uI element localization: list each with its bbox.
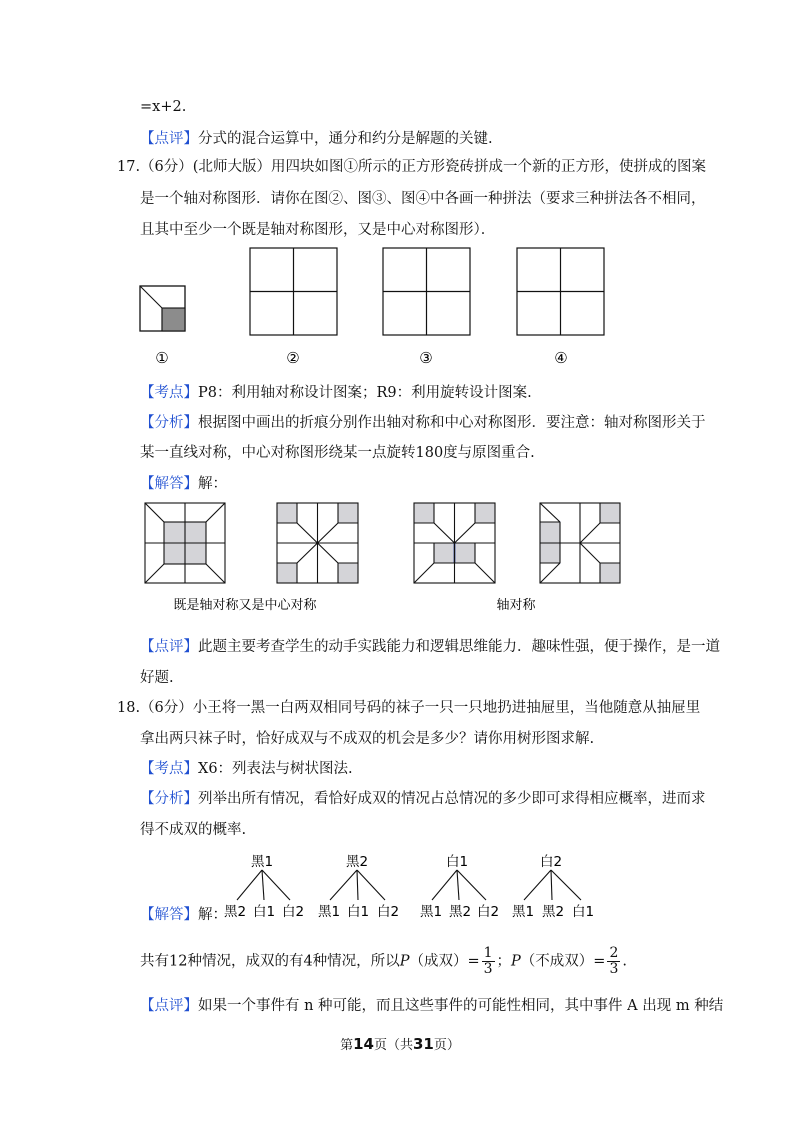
answer-pattern-3 bbox=[414, 503, 495, 583]
page-footer bbox=[0, 1034, 800, 1053]
nopair-numerator: 2 bbox=[609, 945, 619, 961]
kaodian-tag: 【考点】 bbox=[140, 761, 198, 777]
footer-pre: 第 bbox=[340, 1038, 354, 1053]
prob-symbol: P bbox=[511, 953, 521, 970]
q17-jieda bbox=[140, 474, 227, 494]
q18-stem-line1: 18.（6分）小王将一黑一白两双相同号码的袜子一只一只地扔进抽屉里，当他随意从抽屉里 bbox=[117, 700, 701, 716]
tree-leaf: 白1 bbox=[252, 904, 276, 920]
tree-leaf: 黑2 bbox=[223, 904, 247, 920]
q17-dianping-line2: 好题. bbox=[140, 670, 174, 686]
nopair-label: （不成双）= bbox=[520, 953, 606, 970]
q17-fenxi-line1 bbox=[140, 413, 706, 433]
answer-caption-1: 既是轴对称又是中心对称 bbox=[173, 598, 317, 613]
jieda-text: 解： bbox=[198, 476, 227, 492]
nopair-denominator: 3 bbox=[609, 961, 619, 977]
kaodian-text: X6：列表法与树状图法. bbox=[198, 761, 353, 777]
q17-stem-line1: 17.（6分）(北师大版）用四块如图①所示的正方形瓷砖拼成一个新的正方形，使拼成的图案 bbox=[117, 159, 706, 175]
tree-leaf: 白2 bbox=[376, 904, 400, 920]
q17-dianping-line1 bbox=[140, 637, 720, 657]
tree-root-4: 白2 bbox=[539, 854, 563, 870]
tree-leaf: 黑1 bbox=[317, 904, 341, 920]
tree-leaf: 白2 bbox=[281, 904, 305, 920]
tree-root-3: 白1 bbox=[445, 854, 469, 870]
dianping-tag: 【点评】 bbox=[140, 639, 198, 655]
q17-figures bbox=[0, 243, 800, 373]
pair-label: （成双）= bbox=[409, 953, 480, 970]
jieda-tag: 【解答】 bbox=[140, 907, 198, 923]
empty-grid-4 bbox=[517, 248, 604, 335]
result-prefix: 共有12种情况，成双的有4种情况，所以 bbox=[140, 953, 400, 970]
dianping-tag: 【点评】 bbox=[140, 998, 198, 1014]
footer-mid: 页（共 bbox=[373, 1038, 413, 1053]
nopair-probability bbox=[607, 946, 620, 977]
q18-jieda bbox=[140, 905, 227, 925]
figure-label-1: ① bbox=[155, 349, 169, 367]
q18-result bbox=[140, 946, 627, 977]
tree-leaf: 黑1 bbox=[511, 904, 535, 920]
q17-answer-figures bbox=[0, 500, 800, 620]
q18-fenxi-line2: 得不成双的概率. bbox=[140, 822, 247, 838]
q17-stem-line2: 是一个轴对称图形．请你在图②、图③、图④中各画一种拼法（要求三种拼法各不相同， bbox=[140, 191, 706, 207]
fenxi-text: 列举出所有情况，看恰好成双的情况占总情况的多少即可求得相应概率，进而求 bbox=[198, 791, 706, 807]
q16-comment bbox=[140, 129, 493, 149]
comment-text: 分式的混合运算中，通分和约分是解题的关键. bbox=[198, 131, 493, 147]
q18-stem-line2: 拿出两只袜子时，恰好成双与不成双的机会是多少？请你用树形图求解. bbox=[140, 731, 595, 747]
answer-pattern-2 bbox=[277, 503, 358, 583]
tree-leaf: 白1 bbox=[346, 904, 370, 920]
pair-denominator: 3 bbox=[483, 961, 493, 977]
tree-leaf: 黑1 bbox=[419, 904, 443, 920]
current-page-number: 14 bbox=[353, 1035, 374, 1053]
tree-root-1: 黑1 bbox=[250, 854, 274, 870]
empty-grid-3 bbox=[383, 248, 470, 335]
pair-numerator: 1 bbox=[483, 945, 493, 961]
q16-result: =x+2. bbox=[140, 99, 187, 115]
kaodian-text: P8：利用轴对称设计图案；R9：利用旋转设计图案. bbox=[198, 385, 532, 401]
fenxi-text: 根据图中画出的折痕分别作出轴对称和中心对称图形．要注意：轴对称图形关于 bbox=[198, 415, 706, 431]
kaodian-tag: 【考点】 bbox=[140, 385, 198, 401]
tree-leaf: 黑2 bbox=[448, 904, 472, 920]
prob-symbol: P bbox=[399, 953, 410, 970]
separator: ； bbox=[496, 953, 512, 970]
q18-fenxi-line1 bbox=[140, 789, 706, 809]
tree-leaf: 白2 bbox=[476, 904, 500, 920]
dianping-text: 如果一个事件有 n 种可能，而且这些事件的可能性相同，其中事件 A 出现 m 种结 bbox=[198, 998, 724, 1014]
answer-pattern-1 bbox=[145, 503, 225, 583]
tree-leaf: 白1 bbox=[571, 904, 595, 920]
answer-caption-2: 轴对称 bbox=[496, 598, 536, 613]
figure-label-3: ③ bbox=[419, 349, 433, 367]
empty-grid-2 bbox=[250, 248, 337, 335]
jieda-tag: 【解答】 bbox=[140, 476, 198, 492]
jieda-text: 解： bbox=[198, 907, 227, 923]
q18-kaodian bbox=[140, 759, 353, 779]
figure-label-4: ④ bbox=[554, 349, 568, 367]
tree-leaf: 黑2 bbox=[541, 904, 565, 920]
comment-tag: 【点评】 bbox=[140, 131, 198, 147]
dianping-text: 此题主要考查学生的动手实践能力和逻辑思维能力．趣味性强，便于操作，是一道 bbox=[198, 639, 720, 655]
tile-figure-1 bbox=[140, 286, 185, 331]
pair-probability bbox=[482, 946, 495, 977]
q18-tree-diagram bbox=[0, 848, 800, 928]
figure-label-2: ② bbox=[286, 349, 300, 367]
q18-dianping bbox=[140, 996, 723, 1016]
q17-stem-line3: 且其中至少一个既是轴对称图形，又是中心对称图形）． bbox=[140, 222, 496, 238]
answer-pattern-4 bbox=[540, 503, 620, 583]
fenxi-tag: 【分析】 bbox=[140, 791, 198, 807]
footer-post: 页） bbox=[433, 1038, 460, 1053]
total-page-count: 31 bbox=[413, 1035, 434, 1053]
q17-fenxi-line2: 某一直线对称，中心对称图形绕某一点旋转180度与原图重合. bbox=[140, 445, 535, 461]
q17-kaodian bbox=[140, 383, 532, 403]
fenxi-tag: 【分析】 bbox=[140, 415, 198, 431]
end-dot: . bbox=[622, 953, 627, 970]
tree-root-2: 黑2 bbox=[345, 854, 369, 870]
